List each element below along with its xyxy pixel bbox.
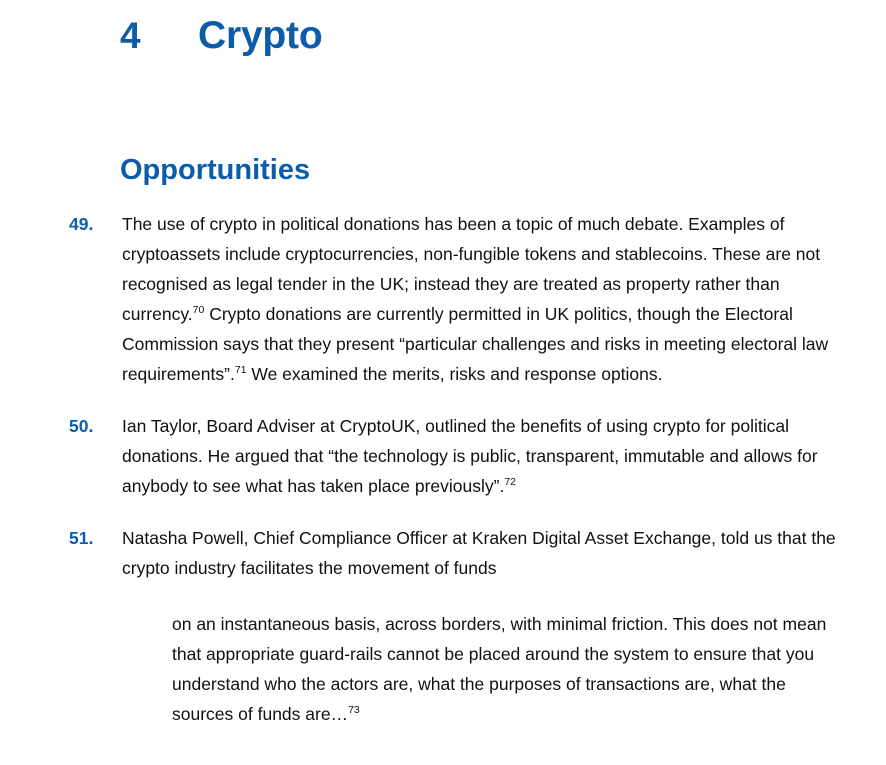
block-quote: on an instantaneous basis, across borders, with minimal friction. This does not mean that appropriate guard-rails cannot be placed around the system to ensure that you understand who the actors are, what the purposes of transactions are, what the sources of funds are…$^{73}$ — [172, 614, 827, 724]
section-heading: Opportunities — [120, 154, 311, 186]
chapter-heading — [120, 0, 886, 58]
paragraph-51 — [68, 523, 848, 583]
chapter-number: 4 — [120, 15, 141, 56]
paragraph-text: The use of crypto in political donations has been a topic of much debate. Examples of cryptoassets include cryptocurrencies, non-fungible tokens and stablecoins. These are not recognised as legal tender in the UK; instead they are treated as property rather than currency.$^{70}$ Crypto donations are currently permitted in UK politics, though the Electoral Commission says that they present “particular challenges and risks in meeting electoral law requirements”.$^{71}$ We examined the merits, risks and response options. — [122, 214, 829, 384]
paragraph-number: 51. — [69, 528, 94, 548]
chapter-title: Crypto — [198, 14, 323, 57]
footnote-marker: 71 — [234, 364, 247, 377]
paragraph-49 — [68, 209, 848, 389]
footnote-marker: 70 — [192, 304, 205, 317]
paragraph-text: Natasha Powell, Chief Compliance Officer at Kraken Digital Asset Exchange, told us that the crypto industry facilitates the movement of funds — [122, 528, 836, 578]
paragraph-number: 50. — [69, 416, 94, 436]
paragraph-number: 49. — [69, 214, 94, 234]
footnote-marker: 73 — [348, 704, 360, 717]
footnote-marker: 72 — [504, 476, 516, 489]
paragraph-50 — [68, 411, 848, 501]
paragraph-text: Ian Taylor, Board Adviser at CryptoUK, outlined the benefits of using crypto for political donations. He argued that “the technology is public, transparent, immutable and allows for anybody to see what has taken place previously”.$^{72}$ — [122, 416, 818, 496]
